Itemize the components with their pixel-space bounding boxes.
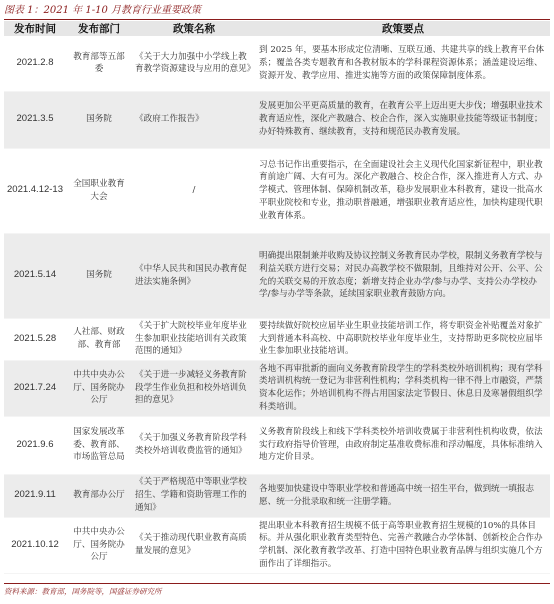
cell-date: 2021.9.6	[4, 416, 66, 474]
cell-policy: 《关于大力加强中小学线上教育教学资源建设与应用的意见》	[132, 36, 256, 91]
cell-points: 明确提出限制兼并收购及协议控制义务教育民办学校，限制义务教育学校与利益关联方进行交易；对民办高教学校不做限制，且维持对公开、公平、公允的关联交易的开放态度；新增支持企业办学/参与办学、支持公办学校办学/参与办学等条款，延续国家职业教育鼓励方向。	[256, 233, 550, 318]
cell-policy: 《关于加强义务教育阶段学科类校外培训收费监管的通知》	[132, 416, 256, 474]
cell-points: 发展更加公平更高质量的教育，在教育公平上迈出更大步伐；增强职业技术教育适应性，深化产教融合、校企合作，深入实施职业技能等级证书制度；办好特殊教育、继续教育，支持和规范民办教育发展。	[256, 91, 550, 148]
cell-date: 2021.2.8	[4, 36, 66, 91]
cell-dept: 国务院	[66, 91, 132, 148]
table-bottom-divider	[4, 583, 550, 584]
cell-date: 2021.7.24	[4, 360, 66, 416]
table-row	[4, 474, 550, 517]
cell-points: 义务教育阶段线上和线下学科类校外培训收费属于非营利性机构收费，依法实行政府指导价管理，由政府制定基准收费标准和浮动幅度，具体标准纳入地方定价目录。	[256, 416, 550, 474]
header-policy: 政策名称	[132, 21, 256, 36]
table-row	[4, 36, 550, 91]
table-row	[4, 318, 550, 360]
cell-date: 2021.4.12-13	[4, 148, 66, 233]
cell-policy: 《关于扩大院校毕业年度毕业生参加职业技能培训有关政策范围的通知》	[132, 318, 256, 360]
header-points: 政策要点	[256, 21, 550, 36]
cell-points: 各地要加快建设中等职业学校和普通高中统一招生平台，做到统一填报志愿、统一分批录取和统一注册学籍。	[256, 474, 550, 517]
cell-points: 要持续做好院校应届毕业生职业技能培训工作，将专职资金补贴覆盖对象扩大到普通本科高校、中高职院校毕业年度毕业生，支持帮助更多院校应届毕业生参加职业技能培训。	[256, 318, 550, 360]
cell-date: 2021.5.14	[4, 233, 66, 318]
cell-policy: 《政府工作报告》	[132, 91, 256, 148]
cell-dept: 中共中央办公厅、国务院办公厅	[66, 360, 132, 416]
cell-date: 2021.9.11	[4, 474, 66, 517]
table-row	[4, 517, 550, 573]
table-header-row	[4, 21, 550, 36]
header-date: 发布时间	[4, 21, 66, 36]
source-note: 资料来源：教育部，国务院等，国盛证券研究所	[4, 587, 162, 596]
cell-policy: 《关于严格规范中等职业学校招生、学籍和资助管理工作的通知》	[132, 474, 256, 517]
cell-points: 到 2025 年，要基本形成定位清晰、互联互通、共建共享的线上教育平台体系；覆盖各类专题教育和各教材版本的学科课程资源体系；涵盖建设运维、资源开发、教学应用、推进实施等方面的政策保障制度体系。	[256, 36, 550, 91]
cell-date: 2021.3.5	[4, 91, 66, 148]
table-caption: 图表 1：2021 年 1-10 月教育行业重要政策	[4, 5, 201, 16]
table-row	[4, 91, 550, 148]
cell-dept: 全国职业教育大会	[66, 148, 132, 233]
cell-points: 提出职业本科教育招生规模不低于高等职业教育招生规模的10%的具体目标。并从强化职业教育类型特色、完善产教融合办学体制、创新校企合作办学机制、深化教育教学改革、打造中国特色职业教育品牌与组织实施几个方面作出了详细指示。	[256, 517, 550, 573]
table-row	[4, 416, 550, 474]
header-dept: 发布部门	[66, 21, 132, 36]
cell-dept: 人社部、财政部、教育部	[66, 318, 132, 360]
cell-dept: 中共中央办公厅、国务院办公厅	[66, 517, 132, 573]
cell-dept: 教育部办公厅	[66, 474, 132, 517]
cell-policy: 《关于进一步减轻义务教育阶段学生作业负担和校外培训负担的意见》	[132, 360, 256, 416]
policy-table	[4, 21, 550, 574]
cell-policy: 《关于推动现代职业教育高质量发展的意见》	[132, 517, 256, 573]
cell-points: 各地不再审批新的面向义务教育阶段学生的学科类校外培训机构；现有学科类培训机构统一登记为非营利性机构；学科类机构一律不得上市融资，严禁资本化运作；外培训机构不得占用国家法定节假日、休息日及寒暑假组织学科类培训。	[256, 360, 550, 416]
cell-points: 习总书记作出重要指示，在全面建设社会主义现代化国家新征程中，职业教育前途广阔、大有可为。深化产教融合、校企合作，深入推进育人方式、办学模式、管理体制、保障机制改革，稳步发展职业本科教育，建设一批高水平职业院校和专业，推动职普融通，增强职业教育适应性，加快构建现代职业教育体系。	[256, 148, 550, 233]
cell-date: 2021.5.28	[4, 318, 66, 360]
cell-policy: 《中华人民共和国民办教育促进法实施条例》	[132, 233, 256, 318]
caption-divider	[4, 19, 550, 20]
cell-dept: 教育部等五部委	[66, 36, 132, 91]
cell-dept: 国务院	[66, 233, 132, 318]
table-row	[4, 233, 550, 318]
table-row	[4, 148, 550, 233]
cell-policy: /	[132, 148, 256, 233]
table-row	[4, 360, 550, 416]
cell-date: 2021.10.12	[4, 517, 66, 573]
cell-dept: 国家发展改革委、教育部、市场监管总局	[66, 416, 132, 474]
